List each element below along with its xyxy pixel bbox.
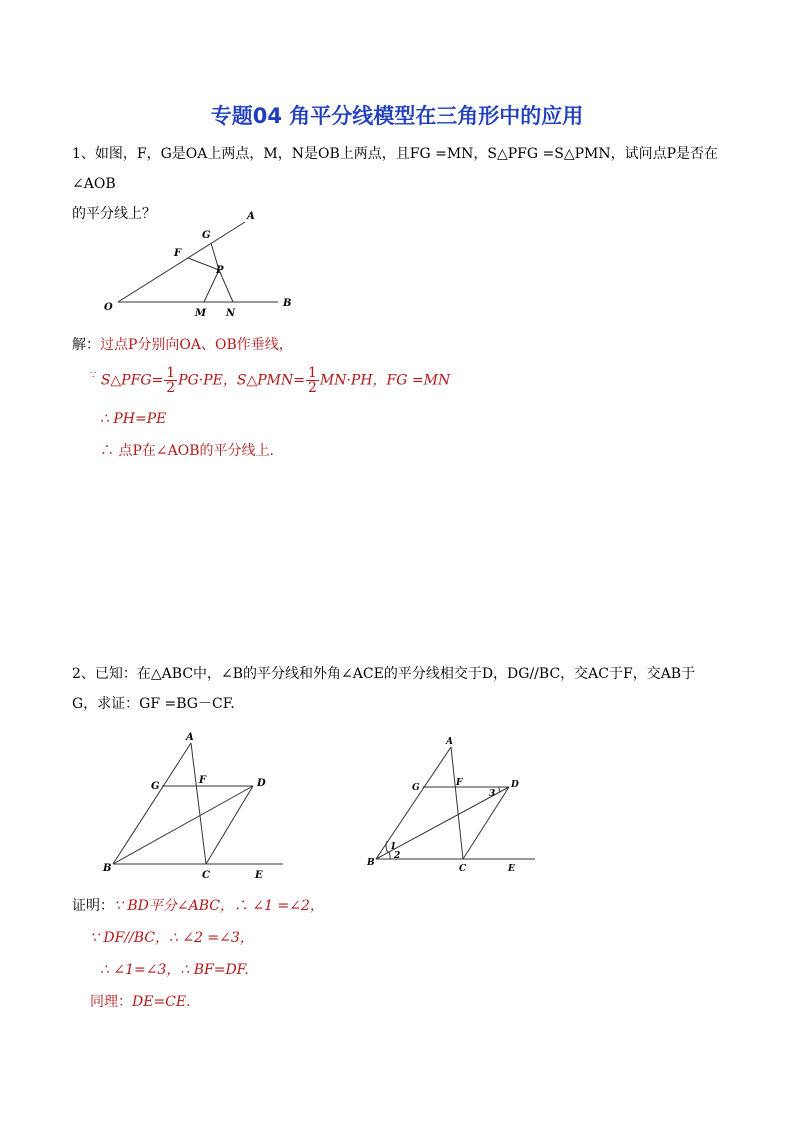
proof-2-line-3: ∴ ∠1=∠3，∴ BF=DF. <box>100 962 249 978</box>
segment-ac-right <box>451 747 463 859</box>
question-2-line-2: G，求证：GF =BG－CF. <box>72 696 235 712</box>
angle-label-2: 2 <box>394 851 401 861</box>
angle-arc-2 <box>389 852 390 859</box>
question-1-line-2: 的平分线上？ <box>72 206 156 222</box>
proof-line-4-text: DE=CE. <box>132 994 191 1010</box>
page-title: 专题04 角平分线模型在三角形中的应用 <box>210 104 584 128</box>
proof-2-line-2: ∵ DF//BC，∴ ∠2 =∠3， <box>90 930 254 946</box>
angle-arc-3 <box>499 787 500 792</box>
proof-line-1-text: ∵ BD平分∠ABC，∴ ∠1 =∠2， <box>114 898 324 914</box>
label-g-right: G <box>412 783 420 793</box>
label-g: G <box>202 230 211 241</box>
area-pfg-expr: PG·PE， <box>178 372 237 389</box>
solution-1-line-3: ∴ 点P在∠AOB的平分线上. <box>100 443 274 459</box>
segment-cd-right <box>463 787 509 859</box>
label-a: A <box>247 211 255 222</box>
label-a-left: A <box>186 732 194 743</box>
solution-1-prefix: 解： <box>72 337 100 353</box>
label-b-right: B <box>367 858 375 868</box>
label-c-right: C <box>459 864 467 874</box>
label-o: O <box>104 302 113 313</box>
label-d-right: D <box>511 780 519 790</box>
solution-1-intro-text: 过点P分别向OA、OB作垂线， <box>100 337 293 353</box>
label-f-right: F <box>456 778 463 788</box>
area-pmn: S△PMN= <box>236 372 305 389</box>
half-fraction-2: $\frac{1}{2}$ <box>307 365 317 396</box>
because-symbol: ∵ <box>90 370 97 381</box>
label-b-left: B <box>103 863 112 874</box>
solution-1-line-2: ∴ PH=PE <box>100 411 167 427</box>
question-2-line-1: 2、已知：在△ABC中，∠B的平分线和外角∠ACE的平分线相交于D，DG//BC，交AC于F，交AB于 <box>72 666 696 682</box>
label-n: N <box>226 308 236 319</box>
question-1-line-1: 1、如图，F，G是OA上两点，M，N是OB上两点，且FG =MN，S△PFG =S△PMN，试问点P是否在∠AOB <box>72 146 719 192</box>
angle-label-1: 1 <box>390 842 397 852</box>
label-m: M <box>195 308 207 319</box>
area-pfg: S△PFG= <box>100 372 164 389</box>
proof-2-line-1 <box>72 896 324 916</box>
label-b: B <box>283 298 292 309</box>
label-e-right: E <box>508 864 515 874</box>
label-f: F <box>174 248 182 259</box>
segment-ba-right <box>376 747 451 859</box>
area-pmn-expr: MN·PH，FG =MN <box>319 372 451 389</box>
proof-line-4-prefix: 同理： <box>90 994 132 1010</box>
half-fraction-1: $\frac{1}{2}$ <box>166 365 176 396</box>
proof-prefix: 证明： <box>72 898 114 914</box>
angle-label-3: 3 <box>489 789 496 799</box>
proof-2-line-4 <box>90 992 191 1012</box>
label-g-left: G <box>151 781 160 792</box>
label-c-left: C <box>202 870 210 881</box>
label-a-right: A <box>446 737 453 747</box>
label-e-left: E <box>255 870 263 881</box>
label-d-left: D <box>257 778 266 789</box>
label-p: P <box>216 265 224 276</box>
label-f-left: F <box>199 775 207 786</box>
